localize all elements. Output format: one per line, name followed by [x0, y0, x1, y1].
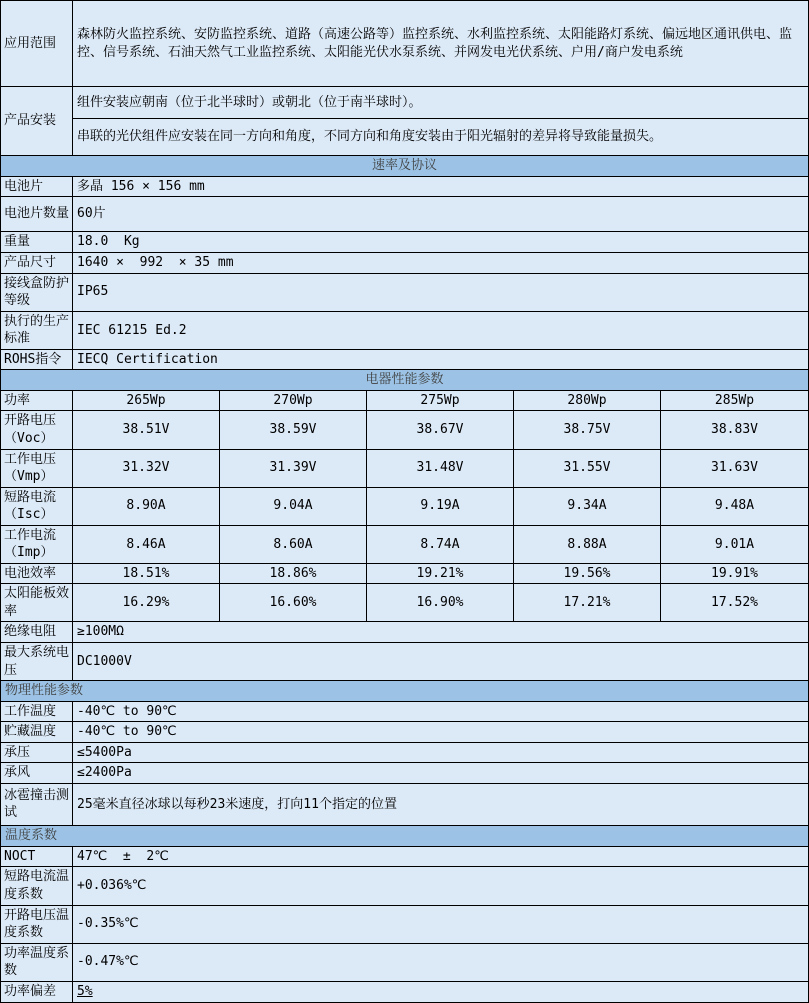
electrical-extra-label: 绝缘电阻 — [1, 622, 73, 643]
electrical-value-cell: 275Wp — [367, 390, 514, 411]
table-row — [1, 273, 809, 311]
general-spec-value: 18.0 Kg — [73, 232, 809, 253]
application-scope-value: 森林防火监控系统、安防监控系统、道路（高速公路等）监控系统、水利监控系统、太阳能路灯系统、偏远地区通讯供电、监控、信号系统、石油天然气工业监控系统、太阳能光伏水泵系统、并网发电光伏系统、户用/商户发电系统 — [73, 1, 809, 87]
electrical-value-cell: 265Wp — [73, 390, 220, 411]
physical-spec-value: ≤5400Pa — [73, 742, 809, 763]
table-row — [1, 232, 809, 253]
general-spec-label: 电池片 — [1, 176, 73, 197]
electrical-row-label: 太阳能板效率 — [1, 584, 73, 622]
general-spec-value: 60片 — [73, 197, 809, 232]
table-row — [1, 763, 809, 784]
temperature-spec-value-power-tolerance: 5% — [73, 981, 809, 1002]
physical-spec-label: 承压 — [1, 742, 73, 763]
temperature-spec-label: 功率温度系数 — [1, 943, 73, 981]
section-header-physical: 物理性能参数 — [1, 681, 809, 702]
electrical-row-label: 功率 — [1, 390, 73, 411]
row-application — [1, 1, 809, 87]
table-row — [1, 197, 809, 232]
table-row — [1, 525, 809, 563]
temperature-spec-value: -0.47%℃ — [73, 943, 809, 981]
general-spec-value: IECQ Certification — [73, 349, 809, 370]
table-row — [1, 563, 809, 584]
section-header-rate-protocol: 速率及协议 — [1, 156, 809, 177]
table-row — [1, 252, 809, 273]
temperature-spec-label: 短路电流温度系数 — [1, 867, 73, 905]
electrical-value-cell: 38.59V — [220, 411, 367, 449]
electrical-value-cell: 270Wp — [220, 390, 367, 411]
section-row-temperature — [1, 825, 809, 846]
section-header-temperature: 温度系数 — [1, 825, 809, 846]
electrical-value-cell: 280Wp — [514, 390, 661, 411]
table-row — [1, 643, 809, 681]
electrical-value-cell: 31.55V — [514, 449, 661, 487]
general-spec-label: 电池片数量 — [1, 197, 73, 232]
electrical-value-cell: 8.60A — [220, 525, 367, 563]
electrical-value-cell: 19.91% — [661, 563, 809, 584]
electrical-value-cell: 18.86% — [220, 563, 367, 584]
table-row — [1, 622, 809, 643]
electrical-value-cell: 9.48A — [661, 487, 809, 525]
electrical-value-cell: 8.74A — [367, 525, 514, 563]
physical-spec-value: ≤2400Pa — [73, 763, 809, 784]
table-row — [1, 981, 809, 1002]
general-spec-label: 接线盒防护等级 — [1, 273, 73, 311]
general-spec-value: IEC 61215 Ed.2 — [73, 311, 809, 349]
physical-spec-label: 冰雹撞击测试 — [1, 783, 73, 825]
installation-label: 产品安装 — [1, 87, 73, 156]
electrical-extra-value: ≥100MΩ — [73, 622, 809, 643]
general-spec-label: ROHS指令 — [1, 349, 73, 370]
table-row — [1, 176, 809, 197]
electrical-value-cell: 31.48V — [367, 449, 514, 487]
table-row — [1, 867, 809, 905]
temperature-spec-label: 功率偏差 — [1, 981, 73, 1002]
electrical-value-cell: 8.46A — [73, 525, 220, 563]
electrical-value-cell: 16.29% — [73, 584, 220, 622]
table-row — [1, 390, 809, 411]
table-row — [1, 584, 809, 622]
temperature-spec-label: 开路电压温度系数 — [1, 905, 73, 943]
table-row — [1, 449, 809, 487]
section-row-physical — [1, 681, 809, 702]
installation-line-1: 组件安装应朝南（位于北半球时）或朝北（位于南半球时）。 — [73, 87, 809, 119]
general-spec-label: 重量 — [1, 232, 73, 253]
electrical-row-label: 工作电压（Vmp） — [1, 449, 73, 487]
section-row-electrical — [1, 370, 809, 391]
table-row — [1, 943, 809, 981]
electrical-row-label: 开路电压（Voc） — [1, 411, 73, 449]
electrical-value-cell: 38.51V — [73, 411, 220, 449]
electrical-value-cell: 8.88A — [514, 525, 661, 563]
physical-spec-value: 25毫米直径冰球以每秒23米速度，打向11个指定的位置 — [73, 783, 809, 825]
electrical-value-cell: 19.21% — [367, 563, 514, 584]
general-spec-value: IP65 — [73, 273, 809, 311]
section-row-rate-protocol — [1, 156, 809, 177]
electrical-value-cell: 31.32V — [73, 449, 220, 487]
electrical-extra-value: DC1000V — [73, 643, 809, 681]
electrical-value-cell: 285Wp — [661, 390, 809, 411]
electrical-value-cell: 18.51% — [73, 563, 220, 584]
table-row — [1, 742, 809, 763]
electrical-value-cell: 38.67V — [367, 411, 514, 449]
table-row — [1, 701, 809, 722]
electrical-value-cell: 31.63V — [661, 449, 809, 487]
electrical-value-cell: 19.56% — [514, 563, 661, 584]
electrical-value-cell: 16.60% — [220, 584, 367, 622]
table-row — [1, 349, 809, 370]
general-spec-value: 多晶 156 × 156 mm — [73, 176, 809, 197]
table-row — [1, 487, 809, 525]
electrical-value-cell: 31.39V — [220, 449, 367, 487]
electrical-value-cell: 17.21% — [514, 584, 661, 622]
temperature-spec-value: +0.036%℃ — [73, 867, 809, 905]
application-scope-label: 应用范围 — [1, 1, 73, 87]
electrical-value-cell: 9.34A — [514, 487, 661, 525]
electrical-value-cell: 9.01A — [661, 525, 809, 563]
electrical-value-cell: 8.90A — [73, 487, 220, 525]
electrical-value-cell: 38.83V — [661, 411, 809, 449]
electrical-row-label: 短路电流（Isc） — [1, 487, 73, 525]
physical-spec-value: -40℃ to 90℃ — [73, 722, 809, 743]
table-row — [1, 905, 809, 943]
table-row — [1, 783, 809, 825]
electrical-value-cell: 9.04A — [220, 487, 367, 525]
general-spec-label: 执行的生产标准 — [1, 311, 73, 349]
table-row — [1, 411, 809, 449]
table-row — [1, 311, 809, 349]
physical-spec-value: -40℃ to 90℃ — [73, 701, 809, 722]
physical-spec-label: 承风 — [1, 763, 73, 784]
electrical-extra-label: 最大系统电压 — [1, 643, 73, 681]
electrical-value-cell: 17.52% — [661, 584, 809, 622]
section-header-electrical: 电器性能参数 — [1, 370, 809, 391]
electrical-value-cell: 38.75V — [514, 411, 661, 449]
installation-line-2: 串联的光伏组件应安装在同一方向和角度，不同方向和角度安装由于阳光辐射的差异将导致能量损失。 — [73, 119, 809, 156]
electrical-value-cell: 16.90% — [367, 584, 514, 622]
table-row — [1, 846, 809, 867]
physical-spec-label: 工作温度 — [1, 701, 73, 722]
row-installation-1 — [1, 87, 809, 119]
electrical-row-label: 工作电流（Imp） — [1, 525, 73, 563]
electrical-value-cell: 9.19A — [367, 487, 514, 525]
general-spec-label: 产品尺寸 — [1, 252, 73, 273]
temperature-spec-value: -0.35%℃ — [73, 905, 809, 943]
temperature-spec-value: 47℃ ± 2℃ — [73, 846, 809, 867]
general-spec-value: 1640 × 992 × 35 mm — [73, 252, 809, 273]
table-row — [1, 722, 809, 743]
row-installation-2 — [1, 119, 809, 156]
physical-spec-label: 贮藏温度 — [1, 722, 73, 743]
temperature-spec-label: NOCT — [1, 846, 73, 867]
electrical-row-label: 电池效率 — [1, 563, 73, 584]
